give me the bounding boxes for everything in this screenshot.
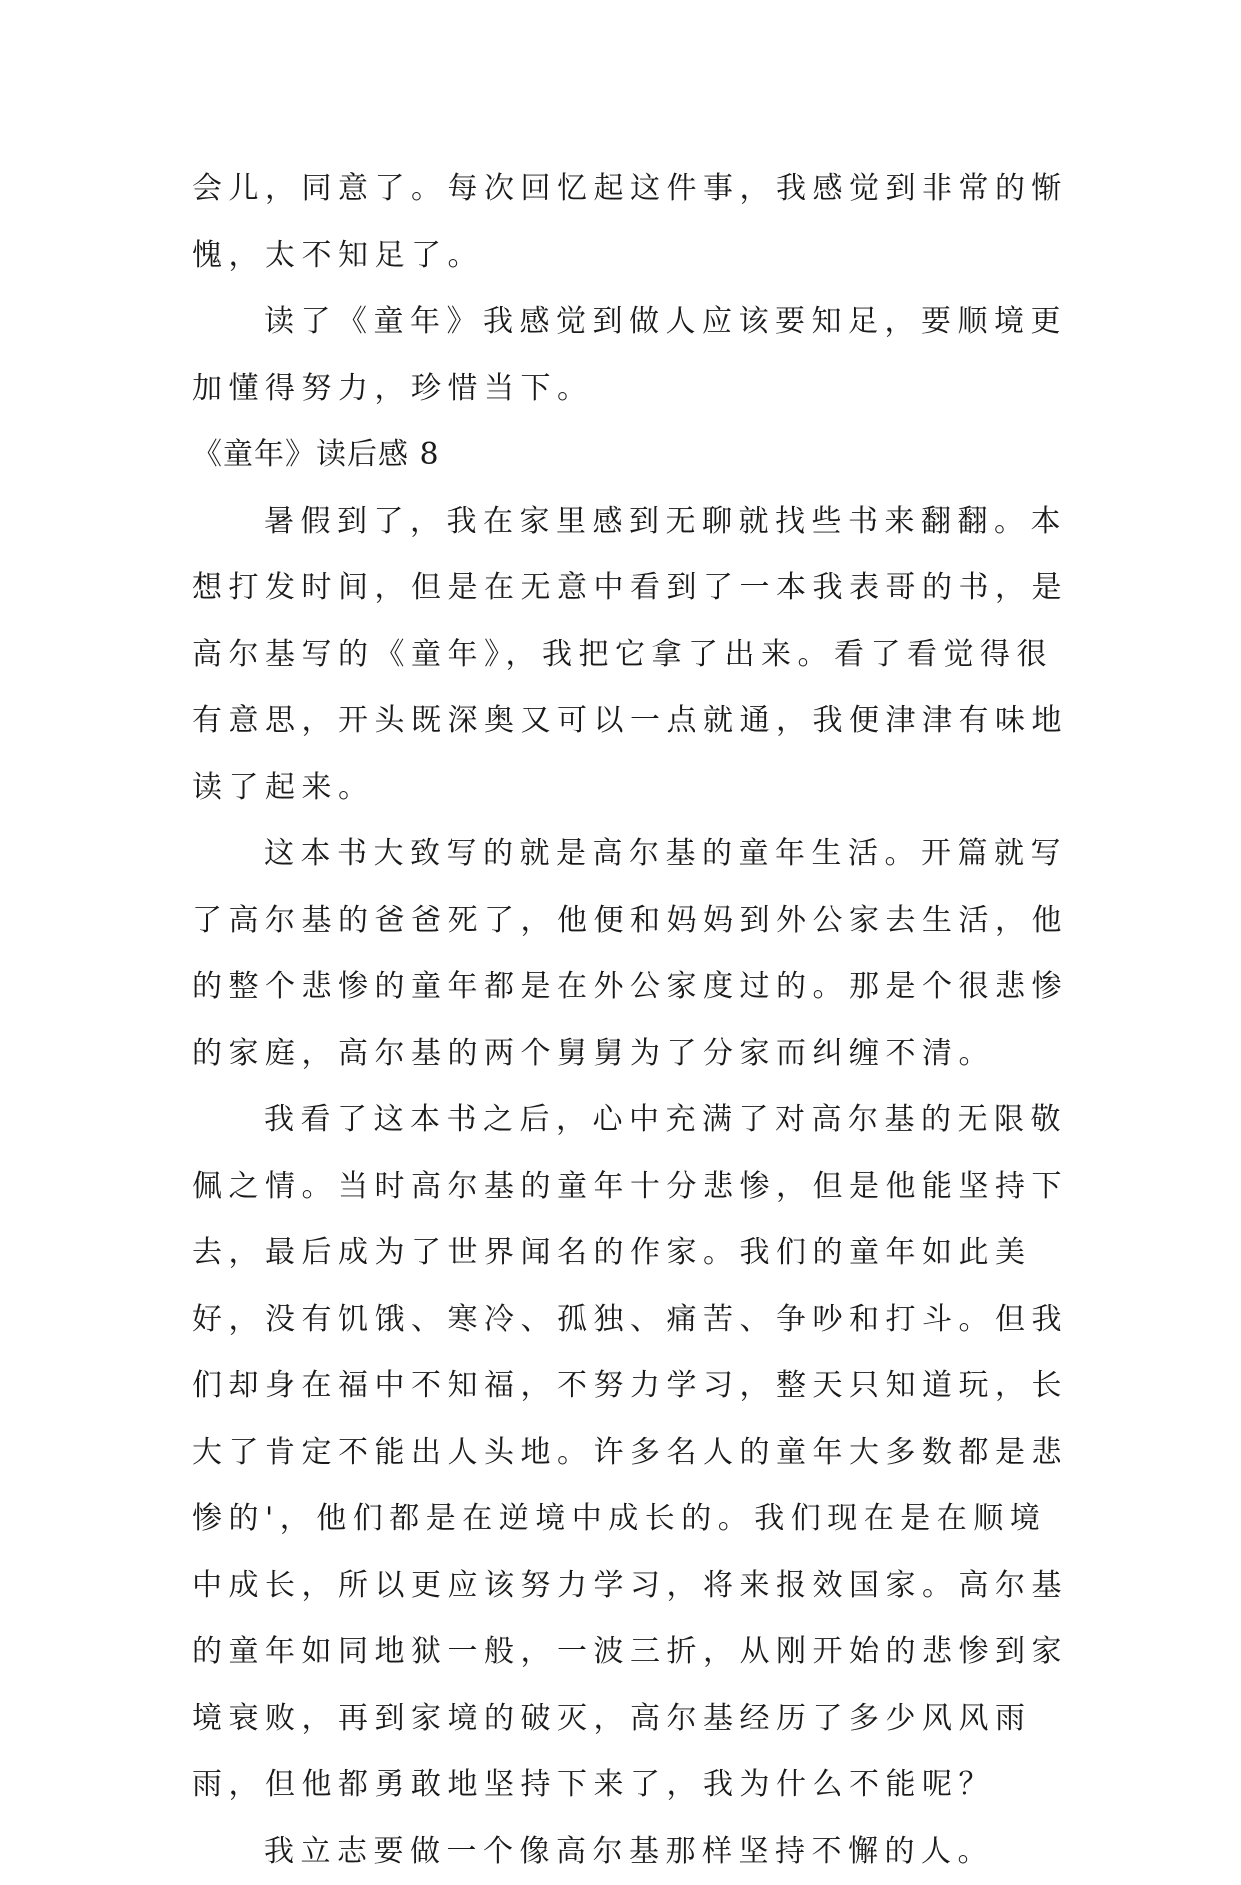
- document-page: [192, 156, 1072, 1885]
- section-title: 《童年》读后感 8: [192, 422, 1072, 489]
- previous-conclusion-paragraph: 读了《童年》我感觉到做人应该要知足，要顺境更加懂得努力，珍惜当下。: [192, 289, 1072, 422]
- body-paragraph-3: 我看了这本书之后，心中充满了对高尔基的无限敬佩之情。当时高尔基的童年十分悲惨，但是他能坚持下去，最后成为了世界闻名的作家。我们的童年如此美好，没有饥饿、寒冷、孤独、痛苦、争吵和打斗。但我们却身在福中不知福，不努力学习，整天只知道玩，长大了肯定不能出人头地。许多名人的童年大多数都是悲惨的'，他们都是在逆境中成长的。我们现在是在顺境中成长，所以更应该努力学习，将来报效国家。高尔基的童年如同地狱一般，一波三折，从刚开始的悲惨到家境衰败，再到家境的破灭，高尔基经历了多少风风雨雨，但他都勇敢地坚持下来了，我为什么不能呢？: [192, 1087, 1072, 1819]
- body-paragraph-1: 暑假到了，我在家里感到无聊就找些书来翻翻。本想打发时间，但是在无意中看到了一本我表哥的书，是高尔基写的《童年》，我把它拿了出来。看了看觉得很有意思，开头既深奥又可以一点就通，我便津津有味地读了起来。: [192, 489, 1072, 822]
- continuation-paragraph: 会儿，同意了。每次回忆起这件事，我感觉到非常的惭愧，太不知足了。: [192, 156, 1072, 289]
- body-paragraph-2: 这本书大致写的就是高尔基的童年生活。开篇就写了高尔基的爸爸死了，他便和妈妈到外公家去生活，他的整个悲惨的童年都是在外公家度过的。那是个很悲惨的家庭，高尔基的两个舅舅为了分家而纠缠不清。: [192, 821, 1072, 1087]
- body-paragraph-4: 我立志要做一个像高尔基那样坚持不懈的人。: [192, 1819, 1072, 1885]
